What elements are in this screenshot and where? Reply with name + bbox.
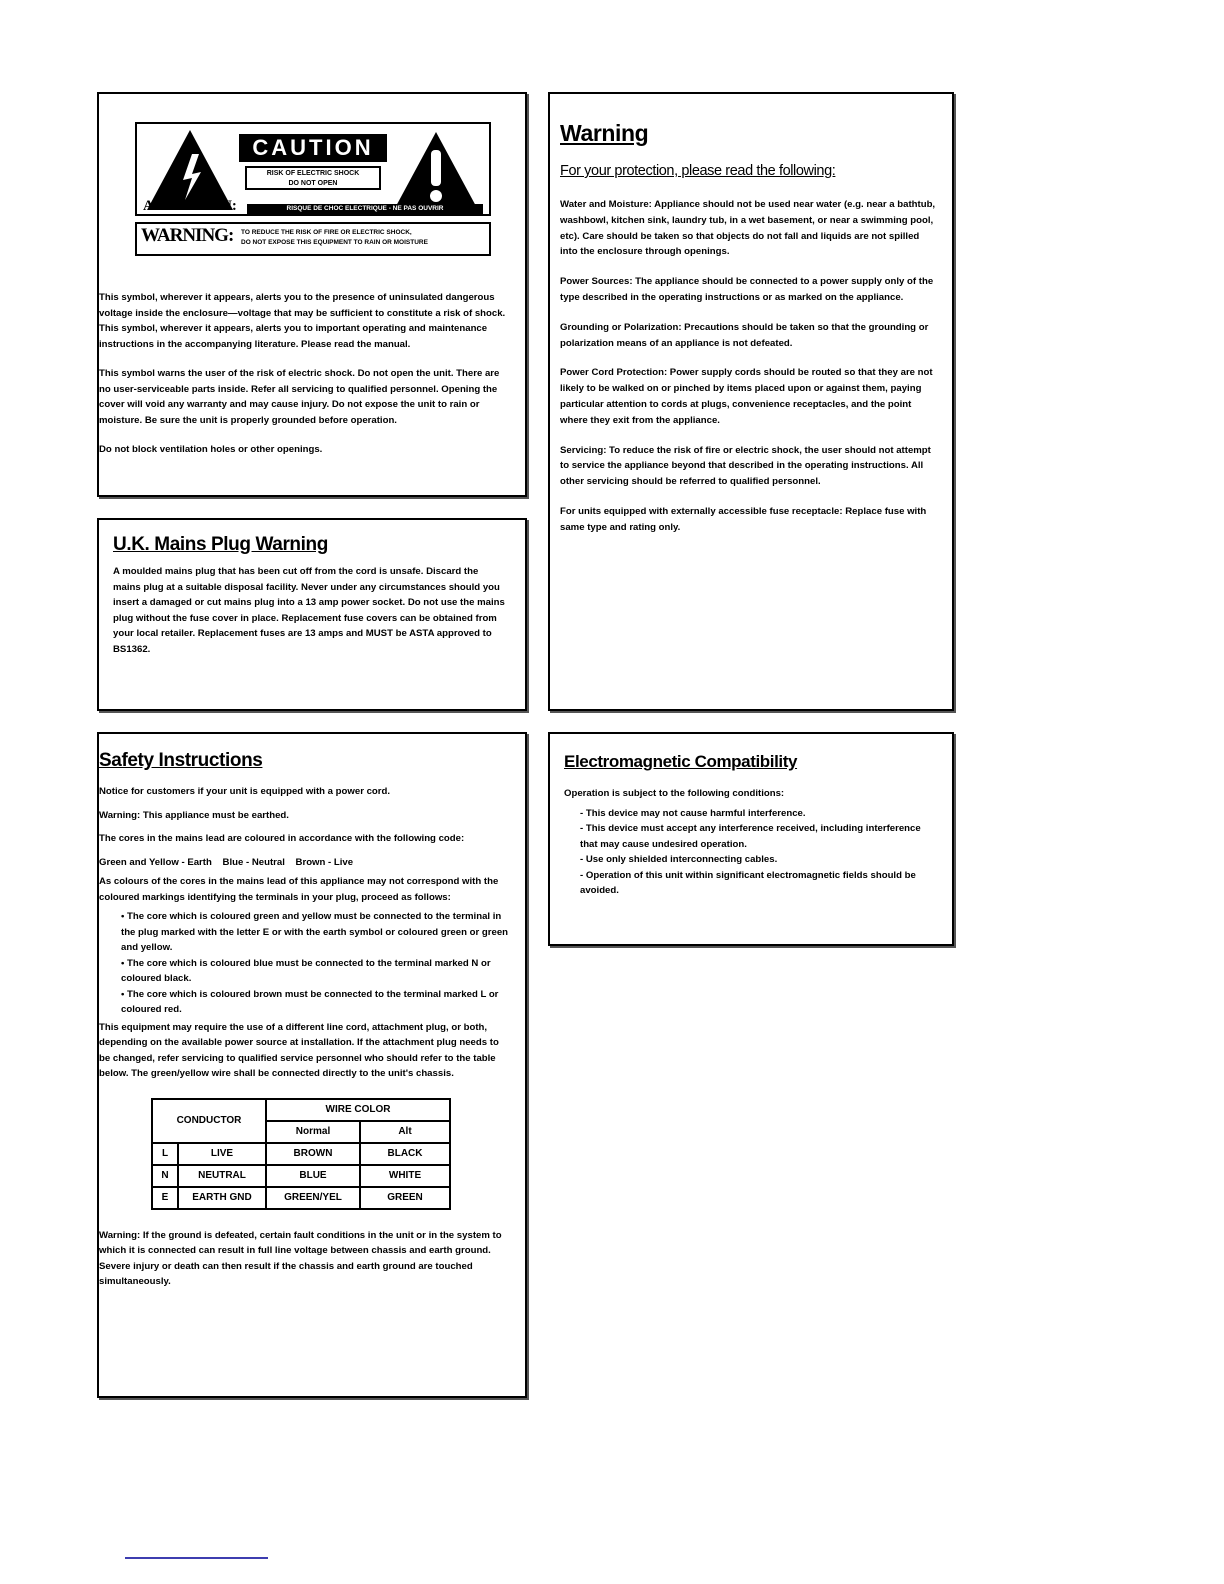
table-row xyxy=(152,1143,450,1165)
row-name: EARTH GND xyxy=(178,1187,266,1209)
uk-plug-text: A moulded mains plug that has been cut off from the cord is unsafe. Discard the mains plug at a suitable disposal facility. Never under any circumstances should you insert a damaged or cut mains plug into a 13 amp power socket. Do not use the mains plug without the fuse cover in place. Replacement fuse covers can be obtained from your local retailer. Replacement fuses are 13 amps and MUST be ASTA approved to BS1362. xyxy=(113,566,505,655)
emc-title: Electromagnetic Compatibility xyxy=(564,752,798,771)
row-normal: BLUE xyxy=(266,1165,360,1187)
row-name: NEUTRAL xyxy=(178,1165,266,1187)
table-header-row xyxy=(152,1099,450,1121)
safety-ground-warning: Warning: If the ground is defeated, certain fault conditions in the unit or in the system to which it is connected can result in full line voltage between chassis and earth ground. Severe injury or death can then result if the chassis and earth ground are touched simultaneously. xyxy=(99,1229,502,1287)
safety-proceed: As colours of the cores in the mains lead of this appliance may not correspond with the coloured markings identifying the terminals in your plug, proceed as follows: xyxy=(99,876,499,903)
safety-title: Safety Instructions xyxy=(99,750,263,771)
caution-sub xyxy=(245,166,381,190)
emc-item-2: - This device must accept any interference received, including interference that may cause undesired operation. xyxy=(580,821,934,852)
safety-notice: Notice for customers if your unit is equipped with a power cord. xyxy=(99,786,391,797)
header-conductor: CONDUCTOR xyxy=(152,1099,266,1143)
header-wire-color: WIRE COLOR xyxy=(266,1099,450,1121)
row-code: N xyxy=(152,1165,178,1187)
warning-word: WARNING: xyxy=(141,225,234,246)
caution-label-top xyxy=(135,122,491,216)
caution-word: CAUTION xyxy=(239,134,387,162)
uk-plug-title: U.K. Mains Plug Warning xyxy=(113,534,328,555)
caution-label xyxy=(135,122,491,256)
safety-colour-codes: Green and Yellow - Earth Blue - Neutral Brown - Live xyxy=(99,856,354,868)
caution-box xyxy=(97,92,527,497)
safety-earthed-warning: Warning: This appliance must be earthed. xyxy=(99,809,289,821)
safety-core-colours: The cores in the mains lead are coloured in accordance with the following code: xyxy=(99,833,465,844)
emc-box xyxy=(548,732,954,946)
warning-label xyxy=(135,222,491,256)
warning-paragraph-4: Power Cord Protection: Power supply cords should be routed so that they are not likely to be walked on or pinched by items placed upon or against them, paying particular attention to cords at plugs, convenience receptacles, and the point where they exit from the appliance. xyxy=(560,367,933,426)
emc-intro: Operation is subject to the following conditions: xyxy=(564,788,785,799)
row-name: LIVE xyxy=(178,1143,266,1165)
row-alt: BLACK xyxy=(360,1143,450,1165)
row-alt: WHITE xyxy=(360,1165,450,1187)
row-normal: BROWN xyxy=(266,1143,360,1165)
safety-bullet-3: • The core which is coloured brown must be connected to the terminal marked L or coloured red. xyxy=(121,987,509,1018)
emc-item-1: - This device may not cause harmful interference. xyxy=(580,806,934,822)
safety-bullet-1: • The core which is coloured green and yellow must be connected to the terminal in the plug marked with the letter E or with the earth symbol or coloured green or green and yellow. xyxy=(121,909,509,956)
caution-paragraph-2: This symbol warns the user of the risk of electric shock. Do not open the unit. There are no user-serviceable parts inside. Refer all servicing to qualified personnel. Opening the cover will void any warranty and may cause injury. Do not expose the unit to rain or moisture. Be sure the unit is properly grounded before operation. xyxy=(99,368,500,426)
caution-strip xyxy=(137,198,493,216)
table-row xyxy=(152,1187,450,1209)
warning-paragraph-3: Grounding or Polarization: Precautions should be taken so that the grounding or polarization means of an appliance is not defeated. xyxy=(560,321,929,349)
warning-box xyxy=(548,92,954,711)
warning-label-text xyxy=(241,228,428,248)
emc-list xyxy=(564,806,934,899)
caution-paragraph-1: This symbol, wherever it appears, alerts you to the presence of uninsulated dangerous voltage inside the enclosure—voltage that may be sufficient to constitute a risk of shock. This symbol, wherever it appears, alerts you to important operating and maintenance instructions in the accompanying literature. Please read the manual. xyxy=(99,292,506,350)
wire-color-table xyxy=(151,1098,451,1210)
safety-bullet-2: • The core which is coloured blue must be connected to the terminal marked N or coloured black. xyxy=(121,956,509,987)
warning-paragraph-1: Water and Moisture: Appliance should not be used near water (e.g. near a bathtub, washbowl, kitchen sink, laundry tub, in a wet basement, or near a swimming pool, etc). Care should be taken so that objects do not fall and liquids are not spilled into the enclosure through openings. xyxy=(560,199,936,258)
caution-sub-line1: RISK OF ELECTRIC SHOCK xyxy=(266,170,360,177)
safety-bullet-list xyxy=(99,909,509,1018)
header-alt: Alt xyxy=(360,1121,450,1143)
warning-subtitle: For your protection, please read the following: xyxy=(560,163,836,179)
caution-text xyxy=(99,290,509,472)
table-row xyxy=(152,1165,450,1187)
warning-line1: TO REDUCE THE RISK OF FIRE OR ELECTRIC SHOCK, xyxy=(241,229,412,236)
emc-item-3: - Use only shielded interconnecting cables. xyxy=(580,852,934,868)
warning-paragraph-2: Power Sources: The appliance should be connected to a power supply only of the type described in the operating instructions or as marked on the appliance. xyxy=(560,276,934,303)
warning-paragraph-5: Servicing: To reduce the risk of fire or electric shock, the user should not attempt to service the appliance beyond that described in the operating instructions. All other servicing should be referred to qualified personnel. xyxy=(560,444,931,488)
safety-box xyxy=(97,732,527,1398)
uk-plug-box xyxy=(97,518,527,711)
safety-line-cord: This equipment may require the use of a different line cord, attachment plug, or both, depending on the available power source at installation. If the attachment plug needs to be changed, refer servicing to qualified service personnel who should refer to the table below. The green/yellow wire shall be connected directly to the unit's chassis. xyxy=(99,1021,499,1079)
emc-item-4: - Operation of this unit within significant electromagnetic fields should be avoided. xyxy=(580,868,934,899)
caution-paragraph-3: Do not block ventilation holes or other openings. xyxy=(99,444,323,455)
row-code: L xyxy=(152,1143,178,1165)
warning-title: Warning xyxy=(560,120,649,146)
row-normal: GREEN/YEL xyxy=(266,1187,360,1209)
row-code: E xyxy=(152,1187,178,1209)
caution-sub-line2: DO NOT OPEN xyxy=(288,180,338,187)
row-alt: GREEN xyxy=(360,1187,450,1209)
attention-word: ATTENTION: xyxy=(143,198,237,214)
warning-paragraph-6: For units equipped with externally accessible fuse receptacle: Replace fuse with same type and rating only. xyxy=(560,505,927,533)
caution-strip-text: RISQUE DE CHOC ELECTRIQUE - NE PAS OUVRIR xyxy=(247,204,483,214)
warning-line2: DO NOT EXPOSE THIS EQUIPMENT TO RAIN OR MOISTURE xyxy=(241,239,428,246)
footer-rule xyxy=(125,1557,268,1559)
header-normal: Normal xyxy=(266,1121,360,1143)
